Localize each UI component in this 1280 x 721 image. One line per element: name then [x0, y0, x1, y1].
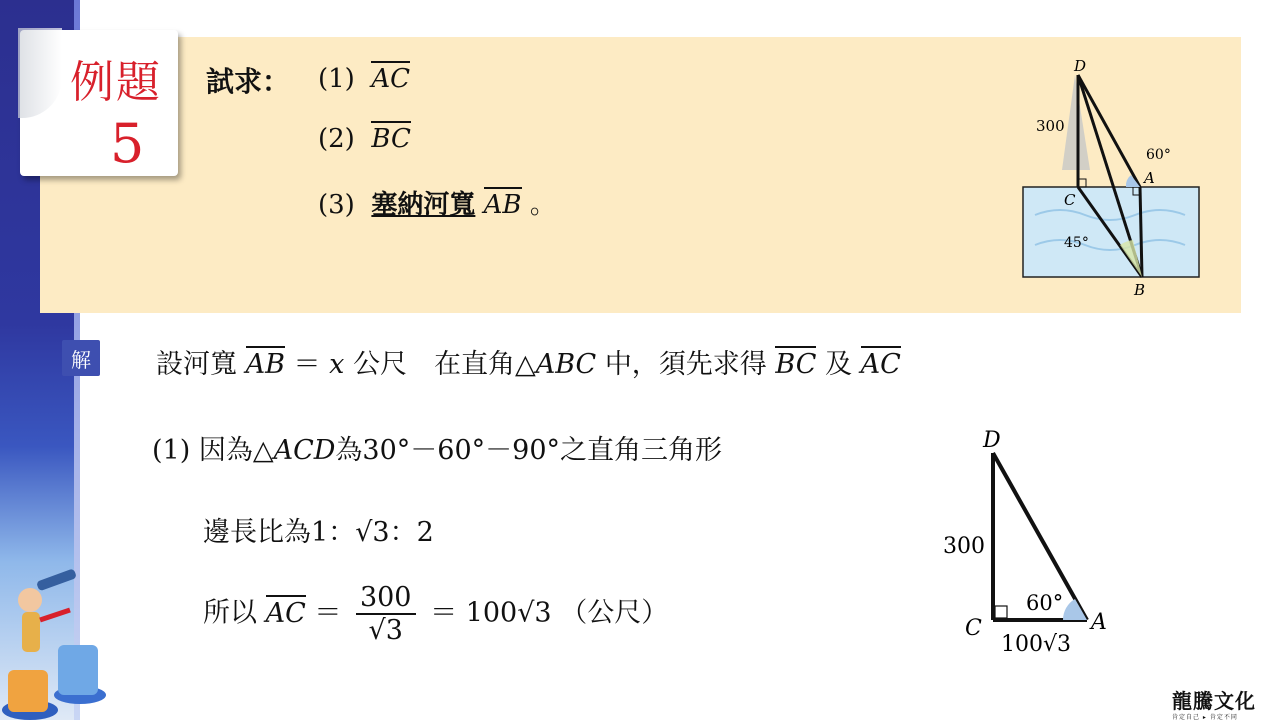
step-number: (1): [152, 435, 191, 466]
label-angle-60: 60°: [1146, 147, 1171, 163]
question-number: (1): [318, 64, 355, 94]
label-a: A: [1091, 610, 1107, 635]
publisher-name: 龍騰文化: [1172, 689, 1256, 713]
period-mark: 。: [529, 190, 556, 220]
variable-x: x: [329, 349, 345, 380]
ac-value: 100√3: [465, 597, 552, 629]
unit-meters: （公尺）: [560, 597, 669, 629]
publisher-tagline: 肯定自己 ▸ 肯定不同: [1172, 714, 1238, 721]
segment-bc: BC: [775, 346, 816, 380]
right-triangle-figure: [935, 425, 1125, 660]
fraction: [356, 582, 416, 646]
equals-sign: ＝: [430, 597, 458, 629]
label-height: 300: [1036, 117, 1065, 135]
label-b: B: [1134, 281, 1146, 299]
solution-intro: [156, 342, 901, 381]
ratio-text: 邊長比為1：: [203, 517, 356, 548]
example-label: 例題: [70, 57, 162, 108]
intro-text: 公尺 在直角△: [352, 349, 536, 380]
label-angle-60: 60°: [1026, 591, 1064, 615]
segment-ac: AC: [371, 61, 410, 94]
triangle-abc: ABC: [535, 349, 597, 380]
question-number: (3): [318, 190, 355, 220]
solution-step-1: [152, 428, 722, 467]
river-width-label: 塞納河寬: [371, 190, 476, 220]
telescope-mascot-illustration: [0, 560, 110, 720]
segment-bc: BC: [371, 121, 410, 154]
solution-icon: 解: [62, 340, 100, 376]
label-a: A: [1144, 169, 1155, 187]
question-number: (2): [318, 124, 355, 154]
intro-text: 中，須先求得: [604, 349, 767, 380]
label-d: D: [1074, 57, 1087, 75]
ratio-text: ：2: [389, 517, 434, 548]
label-c: C: [965, 616, 982, 641]
step-text: 因為△: [198, 435, 274, 466]
fraction-numerator: 300: [356, 582, 416, 615]
label-height: 300: [943, 534, 985, 559]
intro-text: 及: [825, 349, 853, 380]
segment-ab: AB: [246, 346, 285, 380]
question-3: [318, 184, 556, 221]
fraction-denominator: √3: [368, 615, 403, 646]
label-base: 100√3: [1001, 632, 1072, 657]
step-text: 為30°－60°－90°之直角三角形: [335, 435, 722, 466]
ask-label: 試求：: [206, 65, 291, 98]
question-2: [318, 124, 411, 154]
segment-ac: AC: [861, 346, 901, 380]
ac-result-line: [203, 582, 668, 646]
label-c: C: [1064, 191, 1076, 209]
side-ratio-line: [203, 510, 434, 549]
result-text: 所以: [203, 597, 257, 629]
label-d: D: [983, 428, 1001, 453]
river-tower-figure: [1020, 55, 1205, 300]
sqrt-3: √3: [355, 517, 390, 548]
question-1: [318, 64, 410, 94]
label-angle-45: 45°: [1064, 235, 1089, 251]
page-curl-decoration: [18, 28, 62, 118]
equals-sign: ＝: [293, 349, 321, 380]
example-number: 5: [110, 112, 145, 175]
triangle-acd: ACD: [273, 435, 336, 466]
intro-text: 設河寬: [156, 349, 237, 380]
equals-sign: ＝: [314, 597, 342, 629]
segment-ac: AC: [266, 595, 306, 629]
segment-ab: AB: [484, 187, 522, 220]
publisher-logo: [1172, 685, 1272, 721]
